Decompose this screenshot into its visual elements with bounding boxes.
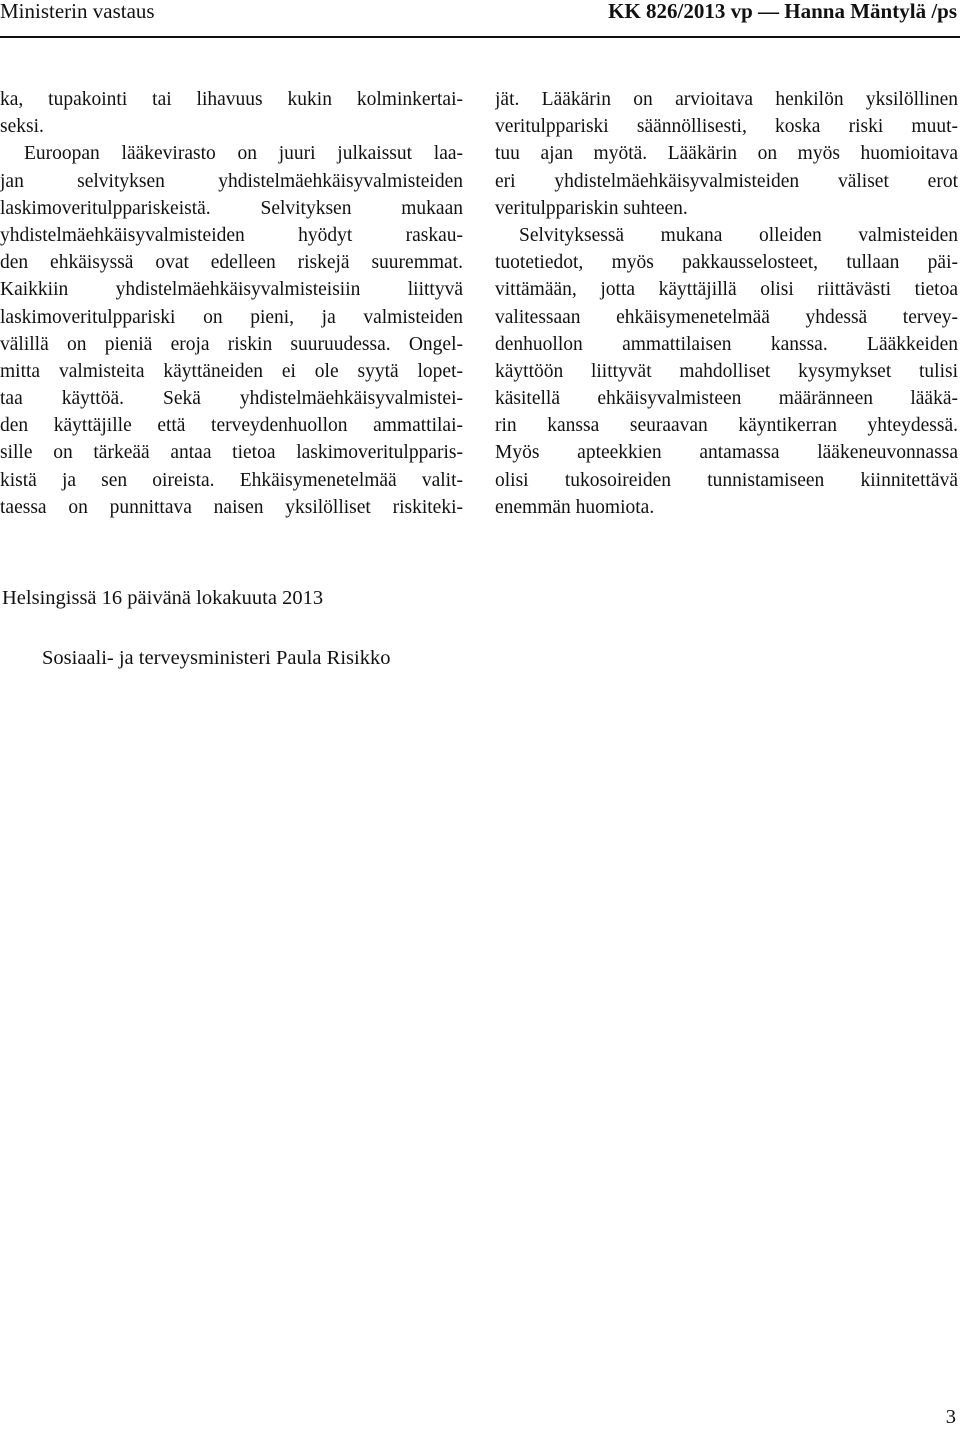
header-divider <box>0 36 960 38</box>
text-line: enemmän huomiota. <box>495 496 655 518</box>
running-header-document-id: KK 826/2013 vp — Hanna Mäntylä /ps <box>608 0 957 23</box>
text-line: laskimoveritulppariski on pieni, ja valmisteiden <box>0 306 463 328</box>
text-line: sille on tärkeää antaa tietoa laskimoveritulpparis- <box>0 442 463 464</box>
text-line: tuu ajan myötä. Lääkärin on myös huomioitava <box>495 143 958 165</box>
text-line: yhdistelmäehkäisyvalmisteiden hyödyt raskau- <box>0 224 463 246</box>
text-column-left <box>0 86 463 521</box>
text-line: taa käyttöä. Sekä yhdistelmäehkäisyvalmistei- <box>0 388 463 410</box>
text-line: Euroopan lääkevirasto on juuri julkaissut laa- <box>24 143 463 165</box>
text-line: Selvityksessä mukana olleiden valmisteiden <box>519 224 958 246</box>
text-line: den ehkäisyssä ovat edelleen riskejä suuremmat. <box>0 252 463 274</box>
text-line: eri yhdistelmäehkäisyvalmisteiden väliset erot <box>495 170 958 192</box>
text-line: ka, tupakointi tai lihavuus kukin kolminkertai- <box>0 89 463 110</box>
text-line: laskimoveritulppariskeistä. Selvityksen mukaan <box>0 197 463 219</box>
running-header-title: Ministerin vastaus <box>0 0 155 23</box>
signatory-name: Sosiaali- ja terveysministeri Paula Risikko <box>42 647 391 669</box>
text-line: valitessaan ehkäisymenetelmää yhdessä tervey- <box>495 306 958 328</box>
text-line: seksi. <box>0 116 44 138</box>
signature-place-date: Helsingissä 16 päivänä lokakuuta 2013 <box>2 587 324 609</box>
text-line: vittämään, jotta käyttäjillä olisi riittävästi tietoa <box>495 279 958 301</box>
text-line: jät. Lääkärin on arvioitava henkilön yksilöllinen <box>495 89 958 110</box>
text-line: kistä ja sen oireista. Ehkäisymenetelmää valit- <box>0 469 463 491</box>
text-line: den käyttäjille että terveydenhuollon ammattilai- <box>0 415 463 437</box>
text-line: Myös apteekkien antamassa lääkeneuvonnassa <box>495 442 958 464</box>
text-line: veritulppariski säännöllisesti, koska riski muut- <box>495 116 958 138</box>
text-line: denhuollon ammattilaisen kanssa. Lääkkeiden <box>495 333 958 355</box>
text-line: jan selvityksen yhdistelmäehkäisyvalmisteiden <box>0 170 463 192</box>
text-line: rin kanssa seuraavan käyntikerran yhteydessä. <box>495 415 958 437</box>
text-line: taessa on punnittava naisen yksilölliset riskiteki- <box>0 496 463 518</box>
text-line: veritulppariskin suhteen. <box>495 197 688 219</box>
text-column-right <box>495 86 958 521</box>
text-line: välillä on pieniä eroja riskin suuruudessa. Ongel- <box>0 333 463 355</box>
text-line: käsitellä ehkäisyvalmisteen määränneen lääkä- <box>495 388 958 410</box>
text-line: mitta valmisteita käyttäneiden ei ole syytä lopet- <box>0 360 463 382</box>
text-line: Kaikkiin yhdistelmäehkäisyvalmisteisiin liittyvä <box>0 279 463 301</box>
page-number: 3 <box>945 1406 956 1428</box>
text-line: olisi tukosoireiden tunnistamiseen kiinnitettävä <box>495 469 958 491</box>
text-line: tuotetiedot, myös pakkausselosteet, tullaan päi- <box>495 252 958 274</box>
text-line: käyttöön liittyvät mahdolliset kysymykset tulisi <box>495 360 958 382</box>
